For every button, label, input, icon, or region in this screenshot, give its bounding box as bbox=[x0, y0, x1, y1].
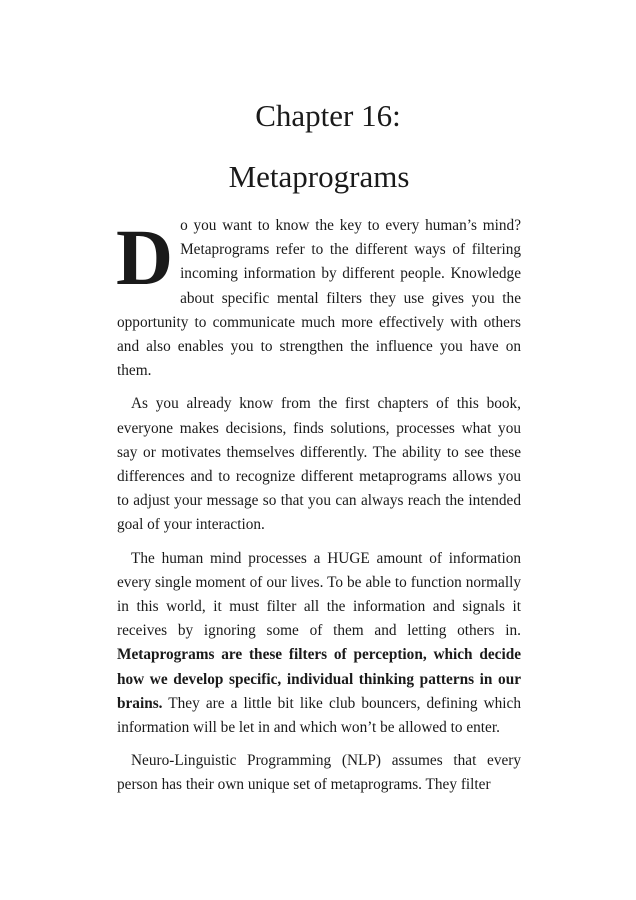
paragraph-3 bbox=[117, 547, 521, 741]
paragraph-3-text-end: They are a little bit like club bouncers, defining which information will be let in and which won’t be allowed to enter. bbox=[117, 694, 521, 737]
paragraph-1-text: o you want to know the key to every human’s mind? Metaprograms refer to the different ways of filtering incoming information by different people. Knowledge about specific mental filters they use gives you the opportunity to communicate much more effectively with others and also enables you to strengthen the influence you have on them. bbox=[117, 217, 521, 380]
paragraph-2: As you already know from the first chapters of this book, everyone makes decisions, finds solutions, processes what you say or motivates themselves differently. The ability to see these differences and to recognize different metaprograms allows you to adjust your message so that you can always reach the intended goal of your interaction. bbox=[117, 395, 521, 534]
chapter-title: Chapter 16: bbox=[255, 98, 401, 133]
paragraph-4: Neuro-Linguistic Programming (NLP) assumes that every person has their own unique set of metaprograms. They filter bbox=[117, 752, 521, 794]
paragraph-1 bbox=[117, 214, 521, 383]
book-page bbox=[117, 96, 521, 798]
drop-cap: D bbox=[116, 215, 174, 302]
body-text bbox=[117, 214, 521, 798]
paragraph-3-bold-text: Metaprograms are these filters of perception, which decide how we develop specific, individual thinking patterns in our brains. bbox=[117, 646, 521, 712]
paragraph-3-text-start: The human mind processes a HUGE amount of information every single moment of our lives. To be able to function normally in this world, it must filter all the information and signals it receives by ignoring some of them and letting others in. bbox=[117, 549, 521, 640]
chapter-subtitle: Metaprograms bbox=[228, 159, 410, 194]
